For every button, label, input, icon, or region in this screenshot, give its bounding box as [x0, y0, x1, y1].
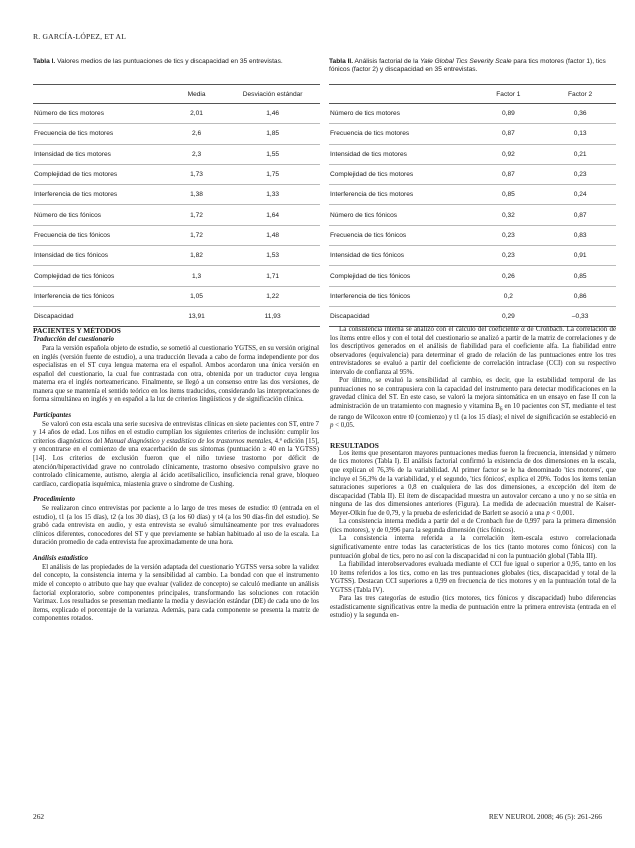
table-2-row	[329, 225, 616, 245]
table-2-cell: 0,85	[473, 185, 545, 205]
table-1-row-label: Interferencia de tics fónicos	[33, 286, 168, 306]
table-2-row-label: Discapacidad	[329, 306, 473, 326]
results-1-end: < 0,001.	[549, 509, 575, 517]
table-1-row	[33, 225, 320, 245]
table-1-cell: 1,82	[168, 246, 225, 266]
table-2-caption	[329, 58, 616, 84]
table-1-row-label: Complejidad de tics motores	[33, 164, 168, 184]
table-1-row-label: Intensidad de tics fónicos	[33, 246, 168, 266]
table-1-cell: 1,71	[225, 266, 320, 286]
left-text-column	[33, 326, 319, 624]
table-1-cell: 2,6	[168, 124, 225, 144]
heading-methods: PACIENTES Y MÉTODOS	[33, 326, 121, 335]
table-1-row	[33, 306, 320, 326]
table-2-row-label: Frecuencia de tics fónicos	[329, 225, 473, 245]
table-1-cell: 1,48	[225, 225, 320, 245]
table-1-row-label: Discapacidad	[33, 306, 168, 326]
table-2-row	[329, 185, 616, 205]
table-1-row	[33, 205, 320, 225]
table-1-cell: 1,53	[225, 246, 320, 266]
table-2-row-label: Intensidad de tics fónicos	[329, 246, 473, 266]
table-1-col-header: Media	[187, 90, 206, 98]
paragraph-results-5: Para las tres categorías de estudio (tics motores, tics fónicos y discapacidad) hubo diferencias estadísticamente significativas entre la media de puntuación entre la primera entrevista (entrada en el estudio) y la segunda en-	[330, 595, 616, 620]
table-2-row	[329, 164, 616, 184]
table-2-cell: 0,32	[473, 205, 545, 225]
table-1-cell: 1,72	[168, 225, 225, 245]
table-2-cell: 0,29	[473, 306, 545, 326]
table-1-cell: 1,22	[225, 286, 320, 306]
table-2-row	[329, 144, 616, 164]
table-2-body	[329, 104, 616, 327]
paragraph-statistics: El análisis de las propiedades de la versión adaptada del cuestionario YGTSS versa sobre la validez del concepto, la consistencia interna y la sensibilidad al cambio. La bondad con que el instrumento mide el concepto o atributo que hay que evaluar (validez de concepto) se calculó mediante un análisis factorial exploratorio, sobre componentes principales, transformando las soluciones con rotación Varimax. Los resultados se presentan mediante la media y desviación estándar (DE) de cada uno de los ítems, explicado el porcentaje de la varianza. Además, para cada componente se presenta la matriz de componentes rotados.	[33, 563, 319, 623]
table-2-col-header	[329, 85, 473, 104]
table-2-header-row	[329, 85, 616, 104]
table-1-row-label: Complejidad de tics fónicos	[33, 266, 168, 286]
table-1-cell: 1,85	[225, 124, 320, 144]
table-1-row	[33, 124, 320, 144]
journal-citation: REV NEUROL 2008; 46 (5): 261-266	[488, 812, 602, 821]
table-2-cell: –0,33	[544, 306, 616, 326]
table-2-row-label: Número de tics motores	[329, 104, 473, 124]
table-2-row	[329, 266, 616, 286]
table-2-row	[329, 104, 616, 124]
table-1-row-label: Interferencia de tics motores	[33, 185, 168, 205]
table-1-cell: 1,55	[225, 144, 320, 164]
table-2-row-label: Intensidad de tics motores	[329, 144, 473, 164]
table-1-row	[33, 164, 320, 184]
table-1-cell: 1,46	[225, 104, 320, 124]
table-2-row-label: Interferencia de tics motores	[329, 185, 473, 205]
subheading-statistics: Análisis estadístico	[33, 553, 89, 562]
table-1-cell: 13,91	[168, 306, 225, 326]
table-2-col-header: Factor 1	[496, 90, 521, 98]
table-2-row-label: Complejidad de tics motores	[329, 164, 473, 184]
participants-text-2: , 4.ª edición [15], y encontrarse en el comienzo de una exacerbación de sus síntomas (puntuación ≥ 40 en la YGTSS) [14]. Los criterios de exclusión fueron que el niño tuviese trastorno por déficit de atención/hiperactividad grave no controlado clínicamente, trastorno obsesivo compulsivo grave no controlado clínicamente, autismo, alergia al ácido acetilsalicílico, insuficiencia renal grave, bloqueo cardíaco, cardiopatía isquémica, miastenia grave o síndrome de Cushing.	[33, 437, 319, 488]
heading-results: RESULTADOS	[330, 440, 379, 450]
table-1-cell: 1,75	[225, 164, 320, 184]
table-1-caption-text: Valores medios de las puntuaciones de tics y discapacidad en 35 entrevistas.	[55, 58, 283, 65]
table-1-col-header	[33, 85, 168, 104]
table-2-label: Tabla II.	[329, 58, 354, 65]
sensitivity-text-3: < 0,05.	[333, 422, 355, 430]
page-number: 262	[33, 812, 45, 821]
results-1-text: Los ítems que presentaron mayores puntuaciones medias fueron la frecuencia, intensidad y número de tics motores (Tabla I). El análisis factorial confirmó la existencia de dos dimensiones en la escala, que explican el 76,3% de la variabilidad. Al primer factor se le ha denominado 'tics motores', que incluye el 56,3% de la variabilidad, y el segundo, 'tics fónicos', explica el 20%. Todos los ítems tenían saturaciones superiores a 0,8 en cualquiera de las dos dimensiones, a excepción del ítem de discapacidad (Tabla II). El ítem de discapacidad muestra un autovalor cercano a uno y no se sitúa en ninguna de las dos dimensiones anteriores (Figura). La medida de adecuación muestral de Kaiser-Meyer-Olkin fue de 0,79, y la prueba de esfericidad de Barlett se asoció a una	[330, 449, 616, 517]
table-2-row-label: Frecuencia de tics motores	[329, 124, 473, 144]
table-1-row	[33, 286, 320, 306]
table-1-cell: 1,3	[168, 266, 225, 286]
paragraph-results-4: La fiabilidad interobservadores evaluada mediante el CCI fue igual o superior a 0,95, tanto en los 10 ítems referidos a los tics, como en las tres puntuaciones globales (tics, discapacidad y total de la YGTSS). Destacan CCI superiores a 0,99 en frecuencia de tics motores y en la puntuación total de la YGTSS (Tabla IV).	[330, 561, 616, 594]
table-1-cell: 1,73	[168, 164, 225, 184]
table-1-row-label: Número de tics motores	[33, 104, 168, 124]
paragraph-sensitivity	[330, 377, 616, 431]
sensitivity-text-1: Por último, se evaluó la sensibilidad al cambio, es decir, que la estabilidad temporal de las puntuaciones no se contrapusiera con la capacidad del instrumento para detectar modificaciones en la gravedad clínica del ST. En este caso, se valoró la mejora sintomática en un ensayo en fase II con la administración de un tratamiento con magnesio y vitamina B	[330, 377, 616, 410]
table-2-row-label: Interferencia de tics fónicos	[329, 286, 473, 306]
table-2-cell: 0,26	[473, 266, 545, 286]
table-2-cell: 0,23	[473, 246, 545, 266]
table-1-row-label: Frecuencia de tics motores	[33, 124, 168, 144]
table-1-row-label: Frecuencia de tics fónicos	[33, 225, 168, 245]
table-1-row	[33, 104, 320, 124]
table-2-caption-pre: Análisis factorial de la	[353, 58, 421, 65]
table-2-cell: 0,85	[544, 266, 616, 286]
table-2-row-label: Número de tics fónicos	[329, 205, 473, 225]
table-2-row	[329, 124, 616, 144]
table-2-cell: 0,87	[473, 164, 545, 184]
paragraph-participants	[33, 421, 319, 489]
paragraph-translation: Para la versión española objeto de estudio, se sometió al cuestionario YGTSS, en su versión original en inglés (versión fuente de estudio), a una traducción llevada a cabo de forma independiente por dos especialistas en el ST cuya lengua materna era el español. Ambos acordaron una única versión en español del cuestionario, la cual fue contrastada con otra, obtenida por un traductor cuya lengua materna era el inglés norteamericano. Finalmente, se llegó a un consenso entre las dos versiones, de manera que se mantenía el sentido teórico en los ítems traducidos, considerando las interpretaciones de forma simultánea en inglés y en español a la luz de criterios lingüísticos y de significación clínica.	[33, 345, 319, 404]
results-1-p: p	[546, 509, 550, 517]
table-1-cell: 1,72	[168, 205, 225, 225]
subheading-procedure: Procedimiento	[33, 495, 75, 504]
sensitivity-subscript: 6	[499, 406, 503, 413]
table-2-col-header: Factor 2	[568, 90, 593, 98]
paragraph-results-2: La consistencia interna medida a partir del α de Cronbach fue de 0,997 para la primera dimensión (tics motores), y de 0,996 para la segunda dimensión (tics fónicos).	[330, 518, 616, 534]
subheading-participants: Participantes	[33, 410, 72, 419]
table-2-cell: 0,13	[544, 124, 616, 144]
table-2-caption-post: para tics motores (factor 1), tics fónicos (factor 2) y discapacidad en 35 entrevistas.	[329, 58, 606, 74]
table-2-row-label: Complejidad de tics fónicos	[329, 266, 473, 286]
table-1-cell: 1,33	[225, 185, 320, 205]
table-2-grid	[329, 84, 616, 327]
table-2-cell: 0,91	[544, 246, 616, 266]
table-1-cell: 2,01	[168, 104, 225, 124]
table-1-row	[33, 144, 320, 164]
table-1-cell: 1,38	[168, 185, 225, 205]
table-1-label: Tabla I.	[33, 58, 56, 65]
table-2-cell: 0,23	[544, 164, 616, 184]
paragraph-procedure: Se realizaron cinco entrevistas por paciente a lo largo de tres meses de estudio: t0 (entrada en el estudio), t1 (a los 15 días), t2 (a los 30 días), t3 (a los 60 días) y t4 (a los 90 días-fin del estudio). Se grabó cada entrevista en audio, y esta entrevista se evaluó simultáneamente por tres evaluadores clínicos diferentes, conocedores del ST y que previamente se habían habituado al uso de la escala. La duración promedio de cada entrevista fue aproximadamente de una hora.	[33, 505, 319, 547]
table-2-row	[329, 286, 616, 306]
table-2-caption-scale: Yale Global Tics Severity Scale	[420, 58, 512, 65]
table-1-row	[33, 266, 320, 286]
table-1-cell: 2,3	[168, 144, 225, 164]
table-1-row	[33, 185, 320, 205]
table-2-cell: 0,21	[544, 144, 616, 164]
table-1-cell: 1,64	[225, 205, 320, 225]
table-1-caption	[33, 58, 320, 84]
sensitivity-p: p	[330, 422, 334, 430]
table-1	[33, 58, 320, 327]
table-2-row	[329, 205, 616, 225]
table-2-cell: 0,87	[544, 205, 616, 225]
table-1-header-row	[33, 85, 320, 104]
subheading-translation: Traducción del cuestionario	[33, 335, 115, 343]
participants-manual-title: Manual diagnóstico y estadístico de los trastornos mentales	[104, 437, 271, 445]
table-2-cell: 0,89	[473, 104, 545, 124]
running-head: R. GARCÍA-LÓPEZ, ET AL	[33, 32, 127, 41]
table-2-cell: 0,36	[544, 104, 616, 124]
participants-text-1: Se valoró con esta escala una serie sucesiva de entrevistas clínicas en siete pacientes con ST, entre 7 y 14 años de edad. Los niños en el estudio cumplían los siguientes criterios de inclusión: cumplir los criterios diagnósticos del	[33, 420, 319, 445]
table-1-row-label: Intensidad de tics motores	[33, 144, 168, 164]
table-2-cell: 0,2	[473, 286, 545, 306]
paragraph-results-1	[330, 450, 616, 518]
table-2-cell: 0,83	[544, 225, 616, 245]
table-2	[329, 58, 616, 327]
sensitivity-text-2: en 10 pacientes con ST, mediante el test de rango de Wilcoxon entre t0 (comienzo) y t1 (a los 15 días); el nivel de significación se estableció en	[330, 402, 617, 421]
table-1-row-label: Número de tics fónicos	[33, 205, 168, 225]
table-1-cell: 11,93	[225, 306, 320, 326]
table-2-row	[329, 246, 616, 266]
table-2-cell: 0,86	[544, 286, 616, 306]
table-2-cell: 0,92	[473, 144, 545, 164]
table-1-grid	[33, 84, 320, 327]
paragraph-results-3: La consistencia interna referida a la correlación ítem-escala estuvo correlacionada significativamente entre todas las características de los tics (tanto motores como fónicos) con la puntuación global de tics, pero no así con la discapacidad ni con la puntuación global (Tabla III).	[330, 535, 616, 560]
table-1-row	[33, 246, 320, 266]
table-2-cell: 0,87	[473, 124, 545, 144]
table-1-cell: 1,05	[168, 286, 225, 306]
table-1-col-header: Desviación estándar	[242, 90, 303, 98]
table-1-body	[33, 104, 320, 327]
table-2-cell: 0,23	[473, 225, 545, 245]
paragraph-consistency: La consistencia interna se analizó con el cálculo del coeficiente α de Cronbach. La correlación de los ítems entre ellos y con el total del cuestionario se analizó a partir de la matriz de correlaciones y de los descriptivos generados en el análisis de fiabilidad para el coeficiente alfa. La fiabilidad entre observadores (equivalencia) para determinar el grado de relación de las puntuaciones entre los tres entrevistadores se evaluó a partir del coeficiente de correlación intraclase (CCI) con su respectivo intervalo de confianza al 95%.	[330, 326, 616, 376]
table-2-cell: 0,24	[544, 185, 616, 205]
table-2-row	[329, 306, 616, 326]
right-text-column	[330, 326, 616, 621]
